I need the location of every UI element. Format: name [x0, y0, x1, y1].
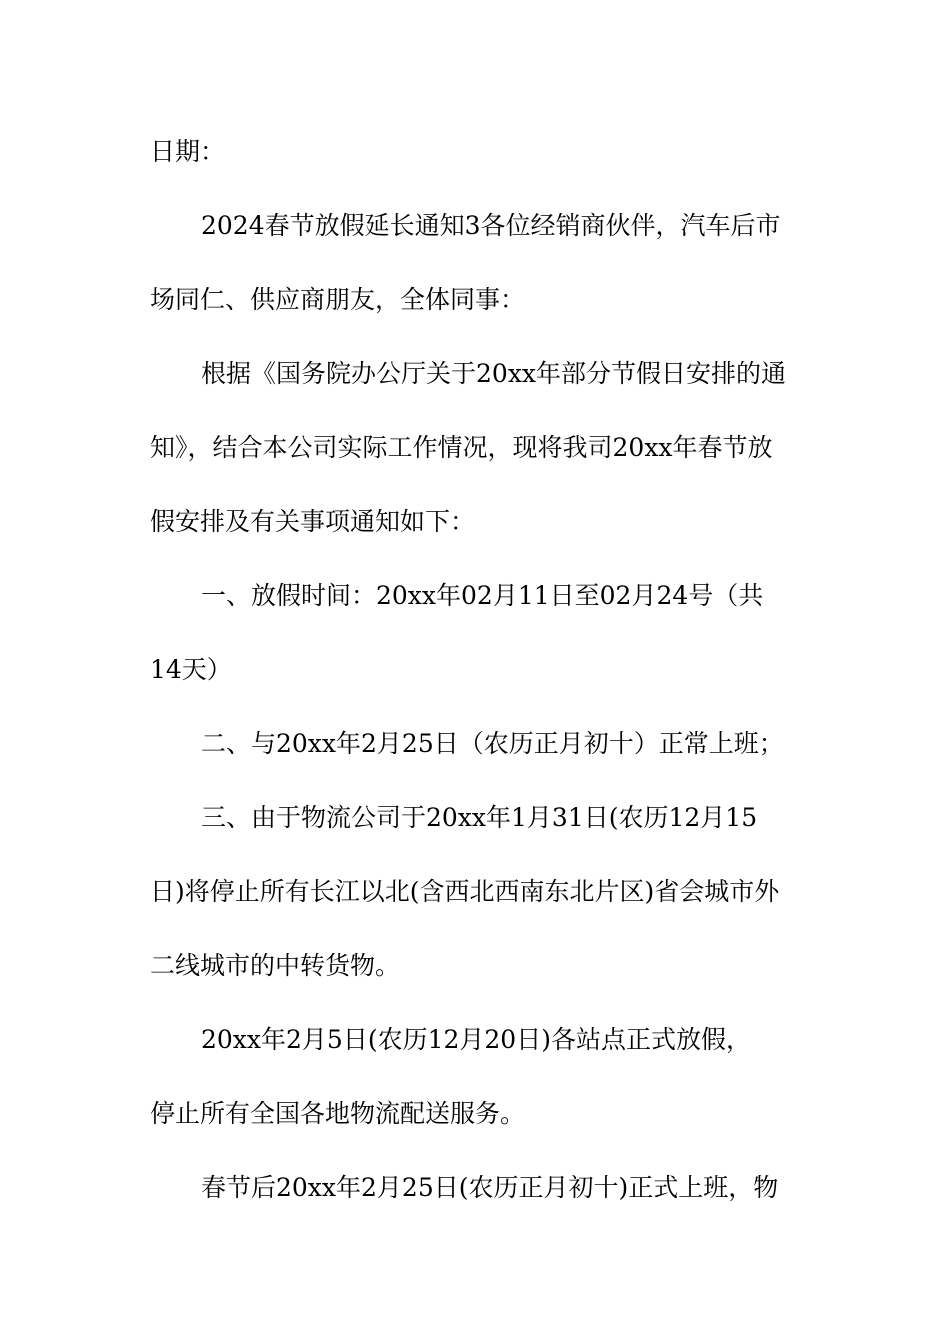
paragraph-line: 停止所有全国各地物流配送服务。: [150, 1099, 526, 1128]
paragraph-line: 假安排及有关事项通知如下：: [150, 507, 476, 536]
paragraph-line: 20xx年2月5日(农历12月20日)各站点正式放假，: [201, 1025, 751, 1054]
date-label: 日期：: [150, 137, 226, 166]
paragraph-line: 日)将停止所有长江以北(含西北西南东北片区)省会城市外: [150, 877, 780, 906]
paragraph-line: 二线城市的中转货物。: [150, 951, 401, 980]
paragraph-line: 根据《国务院办公厅关于20xx年部分节假日安排的通: [201, 359, 787, 388]
paragraph-line: 场同仁、供应商朋友，全体同事：: [150, 285, 526, 314]
paragraph-line: 二、与20xx年2月25日（农历正月初十）正常上班；: [201, 729, 784, 758]
paragraph-line: 一、放假时间：20xx年02月11日至02月24号（共: [201, 581, 764, 610]
paragraph-line: 知》，结合本公司实际工作情况，现将我司20xx年春节放: [150, 433, 773, 462]
paragraph-line: 三、由于物流公司于20xx年1月31日(农历12月15: [201, 803, 758, 832]
paragraph-line: 2024春节放假延长通知3各位经销商伙伴，汽车后市: [201, 211, 781, 240]
paragraph-line: 14天）: [150, 655, 232, 684]
paragraph-line: 春节后20xx年2月25日(农历正月初十)正式上班，物: [201, 1173, 779, 1202]
